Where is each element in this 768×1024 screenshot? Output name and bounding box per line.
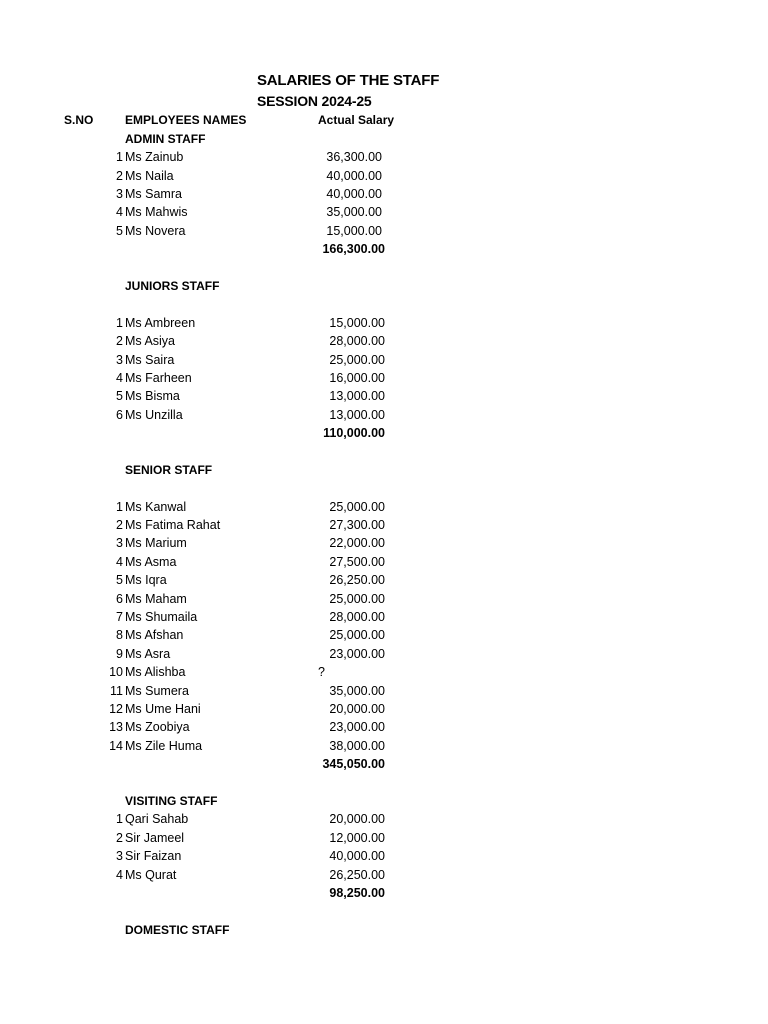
row-salary: 26,250.00 bbox=[329, 868, 385, 882]
row-salary: 26,250.00 bbox=[329, 573, 385, 587]
row-sno: 5 bbox=[116, 224, 123, 238]
column-header-employee-names: EMPLOYEES NAMES bbox=[125, 113, 247, 127]
row-name: Ms Naila bbox=[125, 169, 174, 183]
row-salary: 13,000.00 bbox=[329, 408, 385, 422]
row-salary: 16,000.00 bbox=[329, 371, 385, 385]
row-sno: 4 bbox=[116, 555, 123, 569]
row-salary: 25,000.00 bbox=[329, 353, 385, 367]
row-name: Ms Kanwal bbox=[125, 500, 187, 514]
row-name: Ms Ambreen bbox=[125, 316, 196, 330]
row-salary: 35,000.00 bbox=[326, 205, 382, 219]
table-row bbox=[0, 316, 768, 334]
session-label: SESSION 2024-25 bbox=[257, 93, 372, 109]
table-row bbox=[0, 849, 768, 867]
row-sno: 2 bbox=[116, 169, 123, 183]
table-row bbox=[0, 169, 768, 187]
row-name: Ms Alishba bbox=[125, 665, 186, 679]
row-sno: 13 bbox=[109, 720, 123, 734]
row-salary: 25,000.00 bbox=[329, 628, 385, 642]
row-sno: 7 bbox=[116, 610, 123, 624]
row-name: Ms Unzilla bbox=[125, 408, 183, 422]
row-salary: 27,500.00 bbox=[329, 555, 385, 569]
row-salary: 23,000.00 bbox=[329, 647, 385, 661]
row-salary: 40,000.00 bbox=[329, 849, 385, 863]
table-row bbox=[0, 224, 768, 242]
row-salary: 35,000.00 bbox=[329, 684, 385, 698]
row-salary: 28,000.00 bbox=[329, 334, 385, 348]
table-row bbox=[0, 702, 768, 720]
row-sno: 14 bbox=[109, 739, 123, 753]
table-row bbox=[0, 812, 768, 830]
section-title-senior-staff: SENIOR STAFF bbox=[125, 463, 213, 477]
section-total-senior-staff: 345,050.00 bbox=[322, 757, 385, 771]
table-row bbox=[0, 500, 768, 518]
row-name: Ms Novera bbox=[125, 224, 186, 238]
row-name: Ms Bisma bbox=[125, 389, 180, 403]
row-sno: 4 bbox=[116, 205, 123, 219]
row-name: Ms Shumaila bbox=[125, 610, 198, 624]
row-salary: 15,000.00 bbox=[329, 316, 385, 330]
row-salary: ? bbox=[318, 665, 325, 679]
table-row bbox=[0, 573, 768, 591]
table-row bbox=[0, 536, 768, 554]
table-row bbox=[0, 408, 768, 426]
row-name: Ms Zainub bbox=[125, 150, 184, 164]
column-header-actual-salary: Actual Salary bbox=[318, 113, 395, 127]
row-salary: 36,300.00 bbox=[326, 150, 382, 164]
page-title: SALARIES OF THE STAFF bbox=[257, 72, 440, 89]
row-sno: 6 bbox=[116, 408, 123, 422]
table-row bbox=[0, 720, 768, 738]
row-sno: 2 bbox=[116, 334, 123, 348]
row-name: Ms Asiya bbox=[125, 334, 176, 348]
table-row bbox=[0, 868, 768, 886]
row-salary: 23,000.00 bbox=[329, 720, 385, 734]
row-name: Ms Zoobiya bbox=[125, 720, 190, 734]
table-row bbox=[0, 628, 768, 646]
row-sno: 3 bbox=[116, 849, 123, 863]
table-row bbox=[0, 205, 768, 223]
row-name: Ms Fatima Rahat bbox=[125, 518, 221, 532]
row-sno: 2 bbox=[116, 831, 123, 845]
table-row bbox=[0, 371, 768, 389]
row-name: Ms Sumera bbox=[125, 684, 189, 698]
row-sno: 3 bbox=[116, 536, 123, 550]
row-name: Ms Asma bbox=[125, 555, 177, 569]
row-sno: 1 bbox=[116, 500, 123, 514]
row-name: Ms Samra bbox=[125, 187, 182, 201]
row-salary: 40,000.00 bbox=[326, 169, 382, 183]
table-row bbox=[0, 353, 768, 371]
row-name: Ms Saira bbox=[125, 353, 175, 367]
row-sno: 10 bbox=[109, 665, 123, 679]
row-sno: 2 bbox=[116, 518, 123, 532]
row-sno: 4 bbox=[116, 371, 123, 385]
row-sno: 9 bbox=[116, 647, 123, 661]
row-salary: 20,000.00 bbox=[329, 812, 385, 826]
section-title-juniors-staff: JUNIORS STAFF bbox=[125, 279, 220, 293]
table-row bbox=[0, 187, 768, 205]
table-row bbox=[0, 150, 768, 168]
row-salary: 25,000.00 bbox=[329, 500, 385, 514]
row-sno: 11 bbox=[110, 684, 123, 698]
row-salary: 20,000.00 bbox=[329, 702, 385, 716]
row-name: Ms Farheen bbox=[125, 371, 192, 385]
table-row bbox=[0, 831, 768, 849]
row-sno: 5 bbox=[116, 389, 123, 403]
table-row bbox=[0, 555, 768, 573]
table-row bbox=[0, 647, 768, 665]
section-title-domestic-staff: DOMESTIC STAFF bbox=[125, 923, 230, 937]
row-name: Ms Zile Huma bbox=[125, 739, 203, 753]
row-sno: 6 bbox=[116, 592, 123, 606]
table-row bbox=[0, 334, 768, 352]
row-name: Qari Sahab bbox=[125, 812, 189, 826]
row-name: Ms Mahwis bbox=[125, 205, 188, 219]
table-row bbox=[0, 518, 768, 536]
row-name: Ms Qurat bbox=[125, 868, 177, 882]
row-name: Sir Faizan bbox=[125, 849, 182, 863]
row-sno: 1 bbox=[116, 316, 123, 330]
row-salary: 13,000.00 bbox=[329, 389, 385, 403]
section-total-visiting-staff: 98,250.00 bbox=[329, 886, 385, 900]
row-salary: 25,000.00 bbox=[329, 592, 385, 606]
row-sno: 12 bbox=[109, 702, 123, 716]
row-salary: 12,000.00 bbox=[329, 831, 385, 845]
row-sno: 3 bbox=[116, 353, 123, 367]
row-name: Ms Ume Hani bbox=[125, 702, 201, 716]
table-row bbox=[0, 389, 768, 407]
column-header-sno: S.NO bbox=[64, 113, 94, 127]
section-title-admin-staff: ADMIN STAFF bbox=[125, 132, 206, 146]
row-sno: 8 bbox=[116, 628, 123, 642]
row-sno: 5 bbox=[116, 573, 123, 587]
row-name: Ms Afshan bbox=[125, 628, 184, 642]
row-sno: 3 bbox=[116, 187, 123, 201]
row-salary: 15,000.00 bbox=[326, 224, 382, 238]
row-sno: 1 bbox=[116, 812, 123, 826]
row-salary: 38,000.00 bbox=[329, 739, 385, 753]
row-salary: 27,300.00 bbox=[329, 518, 385, 532]
section-total-juniors-staff: 110,000.00 bbox=[323, 426, 385, 440]
table-row bbox=[0, 665, 768, 683]
row-name: Ms Iqra bbox=[125, 573, 167, 587]
section-total-admin-staff: 166,300.00 bbox=[322, 242, 385, 256]
section-title-visiting-staff: VISITING STAFF bbox=[125, 794, 218, 808]
row-name: Ms Marium bbox=[125, 536, 187, 550]
row-sno: 4 bbox=[116, 868, 123, 882]
table-row bbox=[0, 684, 768, 702]
row-salary: 28,000.00 bbox=[329, 610, 385, 624]
row-name: Sir Jameel bbox=[125, 831, 185, 845]
row-name: Ms Asra bbox=[125, 647, 171, 661]
row-name: Ms Maham bbox=[125, 592, 187, 606]
table-row bbox=[0, 610, 768, 628]
row-salary: 22,000.00 bbox=[329, 536, 385, 550]
row-sno: 1 bbox=[116, 150, 123, 164]
table-row bbox=[0, 592, 768, 610]
table-row bbox=[0, 739, 768, 757]
row-salary: 40,000.00 bbox=[326, 187, 382, 201]
